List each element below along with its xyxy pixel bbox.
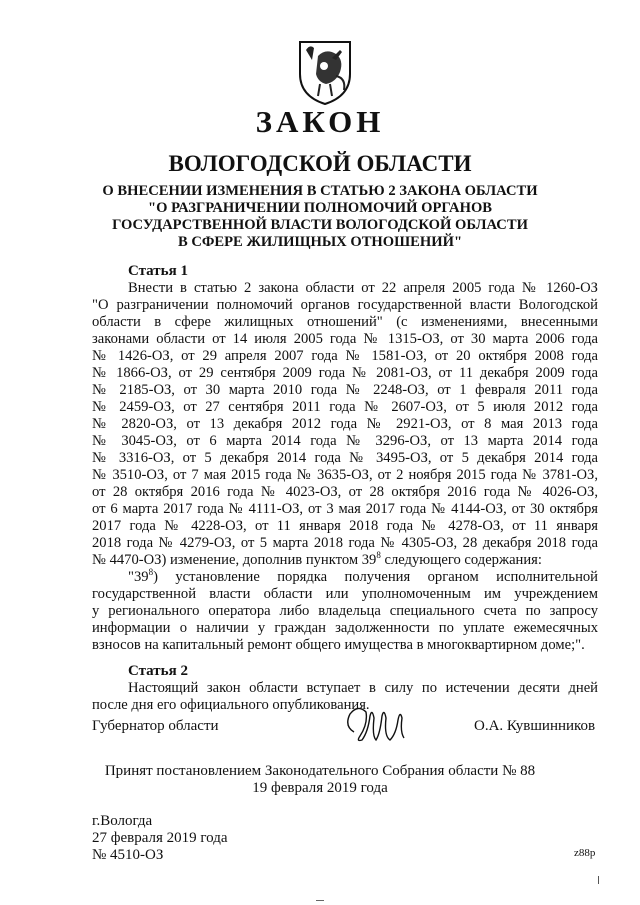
city: г.Вологда [92,813,153,829]
article-1-line: от 6 марта 2017 года № 4111-ОЗ, от 3 мая 2017 года № 4144-ОЗ, от 30 октября [92,501,598,517]
superscript: 8 [148,567,154,578]
document-code: z88p [574,847,596,859]
article-1-line: № 2459-ОЗ, от 27 сентября 2011 года № 2607-ОЗ, от 5 июля 2012 года [92,399,598,415]
article-1-line: № 2185-ОЗ, от 30 марта 2010 года № 2248-ОЗ, от 1 февраля 2011 года [92,382,598,398]
region-title: ВОЛОГОДСКОЙ ОБЛАСТИ [168,151,472,176]
article-1-line: № 3510-ОЗ, от 7 мая 2015 года № 3635-ОЗ, от 2 ноября 2015 года № 3781-ОЗ, [92,467,598,483]
article-1-line: "О разграничении полномочий органов государственной власти Вологодской [92,297,598,313]
article-2-line: Настоящий закон области вступает в силу по истечении десяти дней [128,680,598,696]
article-1-line [92,552,598,569]
signing-date: 27 февраля 2019 года [92,830,228,846]
article-1-line: Внести в статью 2 закона области от 22 апреля 2005 года № 1260-ОЗ [128,280,598,296]
article-2-line: после дня его официального опубликования. [92,697,370,713]
law-title: ЗАКОН [255,104,385,139]
article-1-line: № 2820-ОЗ, от 13 декабря 2012 года № 2921-ОЗ, от 8 мая 2013 года [92,416,598,432]
subject-line: "О РАЗГРАНИЧЕНИИ ПОЛНОМОЧИЙ ОРГАНОВ [147,200,493,216]
law-subject [0,183,640,251]
scan-mark [316,900,324,901]
superscript: 8 [376,550,381,561]
subject-line: ГОСУДАРСТВЕННОЙ ВЛАСТИ ВОЛОГОДСКОЙ ОБЛАСТИ [112,217,528,233]
article-1-line: области в сфере жилищных отношений" (с изменениями, внесенными [92,314,598,330]
scan-mark [598,876,599,884]
article-1-line: 2017 года № 4228-ОЗ, от 11 января 2018 года № 4278-ОЗ, от 11 января [92,518,598,534]
article-1-line: № 3045-ОЗ, от 6 марта 2014 года № 3296-ОЗ, от 13 марта 2014 года [92,433,598,449]
adoption-date: 19 февраля 2019 года [252,780,388,796]
article-1-line: 2018 года № 4279-ОЗ, от 5 марта 2018 года № 4305-ОЗ, 28 декабря 2018 года [92,535,598,551]
line-text: следующего содержания: [380,552,542,568]
inserted-item-line: взносов на капитальный ремонт общего имущества в многоквартирном доме;". [92,637,585,653]
article-2-heading: Статья 2 [128,663,188,679]
inserted-item-line: у регионального оператора либо владельца специального счета по запросу [92,603,598,619]
article-1-line: № 1426-ОЗ, от 29 апреля 2007 года № 1581-ОЗ, от 20 октября 2008 года [92,348,598,364]
article-1-line: законами области от 14 июля 2005 года № 1315-ОЗ, от 30 марта 2006 года [92,331,598,347]
line-text: ) установление порядка получения органом исполнительной [153,569,598,585]
article-1-line: № 1866-ОЗ, от 29 сентября 2009 года № 2081-ОЗ, от 11 декабря 2009 года [92,365,598,381]
inserted-item-line: государственной власти области или уполномоченным им учреждением [92,586,598,602]
adoption-line: Принят постановлением Законодательного Собрания области № 88 [104,763,536,779]
article-1-line: от 28 октября 2016 года № 4023-ОЗ, от 28 октября 2016 года № 4026-ОЗ, [92,484,598,500]
article-1-heading: Статья 1 [128,263,188,279]
signatory-name: О.А. Кувшинников [474,718,596,734]
subject-line: В СФЕРЕ ЖИЛИЩНЫХ ОТНОШЕНИЙ" [177,234,463,250]
handwritten-signature [340,702,410,746]
inserted-item-line: информации о наличии у граждан задолженности по уплате ежемесячных [92,620,598,636]
article-1-line: № 3316-ОЗ, от 5 декабря 2014 года № 3495-ОЗ, от 5 декабря 2014 года [92,450,598,466]
line-text: № 4470-ОЗ) изменение, дополнив пунктом 39 [92,552,377,568]
line-text: "39 [128,569,149,585]
law-number: № 4510-ОЗ [92,847,164,863]
coat-of-arms-emblem [296,38,354,106]
signatory-title: Губернатор области [92,718,219,734]
inserted-item-line [128,569,598,586]
subject-line: О ВНЕСЕНИИ ИЗМЕНЕНИЯ В СТАТЬЮ 2 ЗАКОНА ОБЛАСТИ [102,183,538,199]
